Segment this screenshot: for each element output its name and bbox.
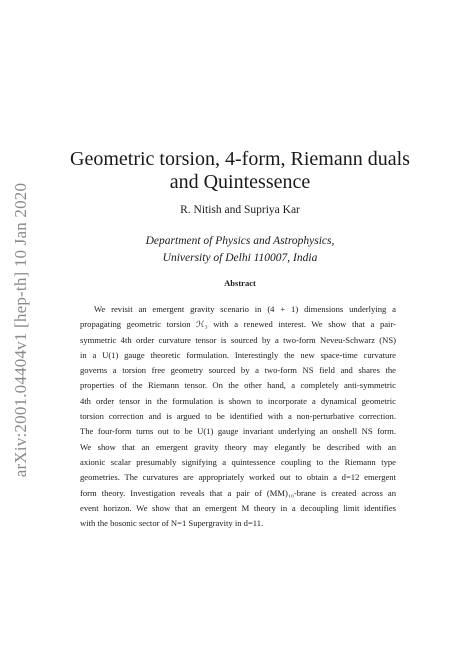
abstract-line: symmetric 4th order curvature tensor is sourced by a two-form Neveu-Schwarz (NS) bbox=[80, 334, 396, 345]
abstract-line: properties of the Riemann tensor. On the other hand, a completely anti-symmetric bbox=[80, 380, 396, 391]
abstract-line: We show that an emergent gravity theory may elegantly be described with an bbox=[80, 441, 396, 452]
abstract-line: event horizon. We show that an emergent M theory in a decoupling limit identifies bbox=[80, 502, 396, 513]
abstract-line: with the bosonic sector of N=1 Supergravity in d=11. bbox=[80, 518, 264, 529]
abstract-line: in a U(1) gauge theoretic formulation. Interestingly the new space-time curvature bbox=[80, 349, 396, 360]
affiliation-line-1: Department of Physics and Astrophysics, bbox=[145, 235, 335, 247]
abstract-line: axionic scalar presumably signifying a quintessence coupling to the Riemann type bbox=[80, 456, 396, 467]
arxiv-identifier-text: arXiv:2001.04404v1 [hep-th] 10 Jan 2020 bbox=[11, 182, 30, 478]
abstract-line: torsion correction and is argued to be identified with a non-perturbative correction. bbox=[80, 411, 396, 422]
abstract-line: We revisit an emergent gravity scenario in (4 + 1) dimensions underlying a bbox=[94, 304, 396, 314]
abstract-line: The four-form turns out to be U(1) gauge invariant underlying an onshell NS form. bbox=[80, 426, 396, 437]
abstract-line: governs a torsion free geometry sourced by a two-form NS field and shares the bbox=[80, 365, 396, 376]
author-affiliation bbox=[60, 233, 420, 267]
paper-authors: R. Nitish and Supriya Kar bbox=[180, 204, 300, 216]
affiliation-line-2: University of Delhi 110007, India bbox=[162, 252, 318, 264]
abstract-line: 4th order tensor in the formulation is shown to incorporate a dynamical geometric bbox=[80, 395, 396, 406]
abstract-line: propagating geometric torsion ℋ₃ with a renewed interest. We show that a pair- bbox=[80, 319, 396, 330]
abstract-line: geometries. The curvatures are appropriately worked out to obtain a d=12 emergent bbox=[80, 472, 396, 483]
abstract-body bbox=[80, 302, 396, 531]
paper-title bbox=[60, 148, 420, 194]
arxiv-identifier-stamp bbox=[6, 170, 36, 490]
paper-title-line-2: and Quintessence bbox=[169, 171, 311, 193]
abstract-line: form theory. Investigation reveals that a pair of (MM)₁₀-brane is created across an bbox=[80, 487, 396, 498]
paper-title-line-1: Geometric torsion, 4-form, Riemann duals bbox=[70, 148, 410, 170]
abstract-heading: Abstract bbox=[224, 278, 256, 288]
